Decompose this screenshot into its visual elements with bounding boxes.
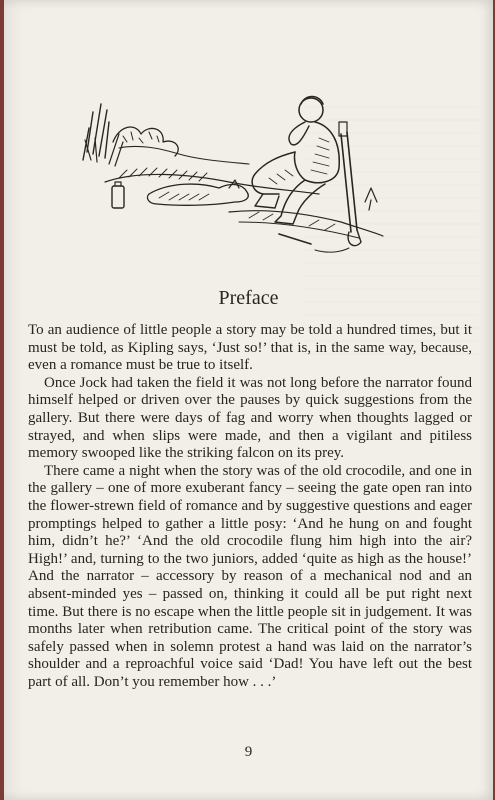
paragraph: To an audience of little people a story may be told a hundred times, but it must be told, as Kipling says, ‘Just so!’ that is, in the same way, because, even a romance must be true to itself. (28, 322, 472, 374)
book-page (4, 0, 493, 800)
body-text (28, 322, 472, 691)
paragraph: Once Jock had taken the field it was not long before the narrator found himself helped or driven over the pauses by quick suggestions from the gallery. But there were days of fag and worry when thoughts lagged or strayed, and when slips were made, and then a vigilant and pitiless memory swooped like the striking falcon on its prey. (28, 374, 472, 462)
page-title: Preface (218, 287, 279, 309)
page-number: 9 (244, 744, 253, 760)
man-resting-with-rifle-and-dog-sketch-icon (79, 82, 389, 262)
paragraph: There came a night when the story was of the old crocodile, and one in the gallery – one of more exuberant fancy – seeing the gate open ran into the flower-strewn field of romance and by suggestive questions and eager promptings helped to gather a little posy: ‘And he hung on and fought him, didn’t he?’ ‘And the old crocodile flung him high into the air? High!’ and, turning to the two juniors, added ‘quite as high as the house!’ And the narrator – accessory by reason of a mechanical nod and an absent-minded yes – passed on, thinking it could all be put right next time. But there is no escape when the little people sit in judgement. It was months later when retribution came. The critical point of the story was safely passed when in solemn protest a hand was laid on the narrator’s shoulder and a reproachful voice said ‘Dad! You have left out the best part of all. Don’t you remember how . . .’ (28, 462, 472, 690)
